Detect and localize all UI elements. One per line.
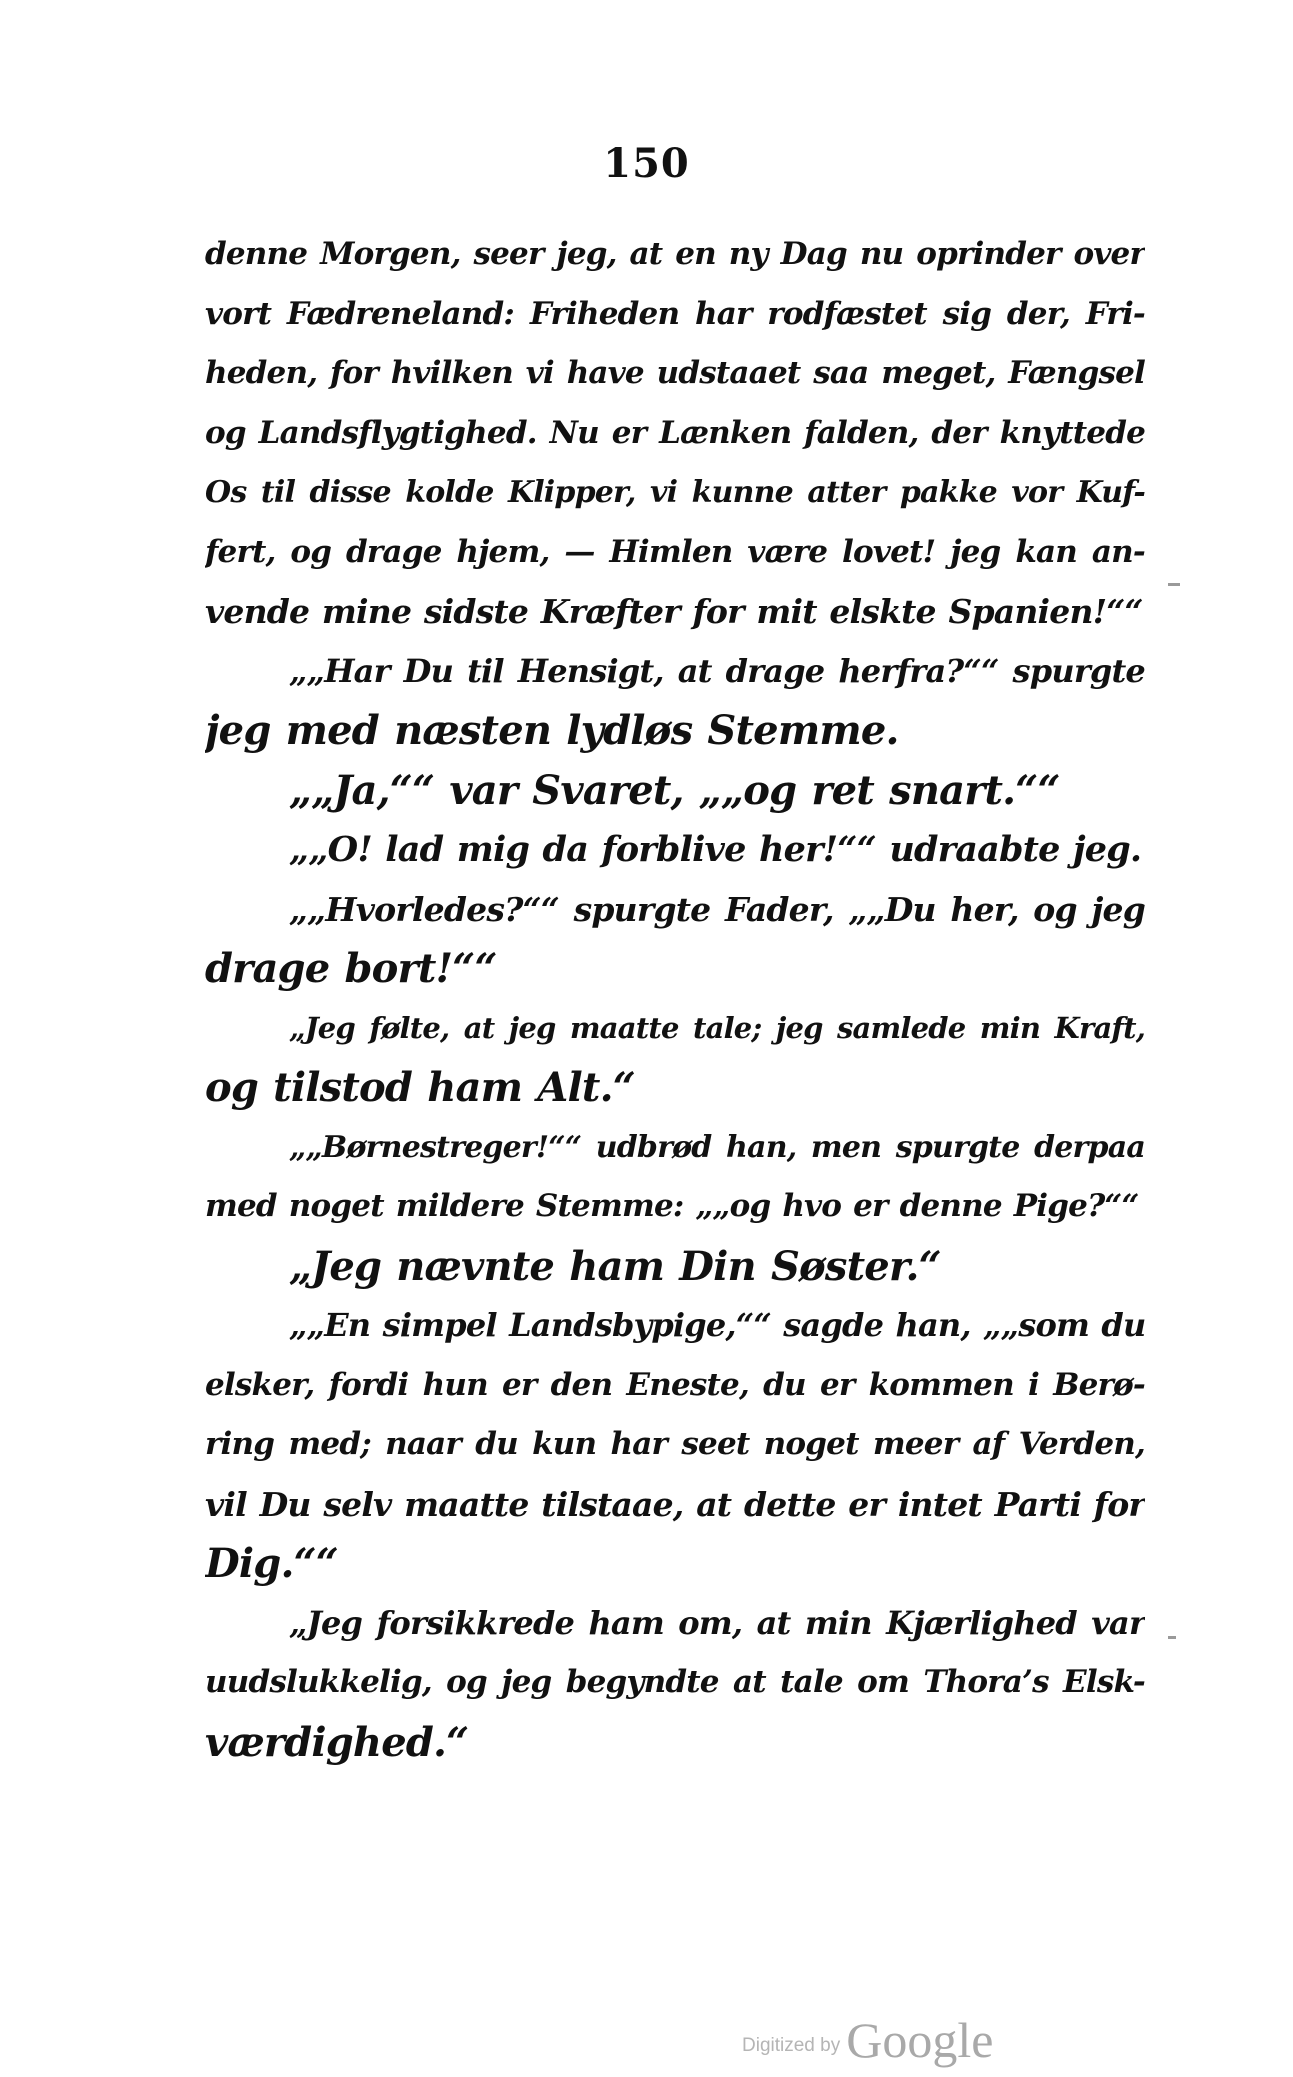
text-line: elsker, fordi hun er den Eneste, du er kommen i Berø- (205, 1366, 1145, 1403)
text-line: „Jeg følte, at jeg maatte tale; jeg samlede min Kraft, (289, 1010, 1145, 1045)
text-line: „„O! lad mig da forblive her!““ udraabte jeg. (289, 829, 1142, 870)
watermark-prefix: Digitized by (742, 2035, 841, 2056)
text-line: „„Børnestreger!““ udbrød han, men spurgte derpaa (289, 1129, 1145, 1165)
text-line: „„En simpel Landsbypige,““ sagde han, „„som du (289, 1306, 1145, 1344)
margin-dash-mark (1168, 1636, 1176, 1639)
text-line: og Landsflygtighed. Nu er Lænken falden, der knyttede (205, 414, 1145, 451)
text-line: „Jeg forsikkrede ham om, at min Kjærlighed var (289, 1603, 1145, 1642)
text-line: „„Hvorledes?““ spurgte Fader, „„Du her, og jeg (289, 889, 1145, 929)
digitized-by-google-watermark (742, 2005, 994, 2068)
text-line: værdighed.“ (205, 1718, 469, 1766)
text-line: heden, for hvilken vi have udstaaet saa meget, Fængsel (205, 355, 1145, 391)
margin-dash-mark (1168, 583, 1180, 586)
text-line: denne Morgen, seer jeg, at en ny Dag nu oprinder over (205, 236, 1145, 272)
text-line: uudslukkelig, og jeg begyndte at tale om Thora’s Elsk- (205, 1664, 1145, 1700)
text-line: vende mine sidste Kræfter for mit elskte Spanien!““ (205, 592, 1143, 631)
page-number: 150 (603, 140, 690, 187)
text-line: Os til disse kolde Klipper, vi kunne atter pakke vor Kuf- (205, 475, 1145, 510)
body-text (205, 225, 1145, 1772)
text-line: vil Du selv maatte tilstaae, at dette er intet Parti for (205, 1484, 1145, 1524)
text-line: jeg med næsten lydløs Stemme. (205, 707, 899, 754)
text-line: drage bort!““ (205, 945, 497, 992)
text-line: Dig.““ (205, 1540, 338, 1587)
text-line: „Jeg nævnte ham Din Søster.“ (289, 1242, 941, 1290)
text-line: med noget mildere Stemme: „„og hvo er denne Pige?““ (205, 1188, 1139, 1224)
text-line: „„Har Du til Hensigt, at drage herfra?““ spurgte (289, 651, 1145, 690)
text-line: fert, og drage hjem, — Himlen være lovet! jeg kan an- (205, 533, 1145, 570)
text-line: og tilstod ham Alt.“ (205, 1064, 635, 1111)
text-line: ring med; naar du kun har seet noget meer af Verden, (205, 1426, 1145, 1462)
text-line: „„Ja,““ var Svaret, „„og ret snart.““ (289, 766, 1060, 814)
google-logo: Google (846, 2012, 994, 2068)
text-line: vort Fædreneland: Friheden har rodfæstet sig der, Fri- (205, 295, 1145, 332)
